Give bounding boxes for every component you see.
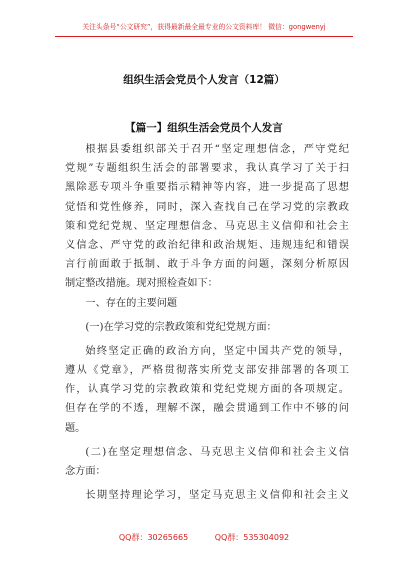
body-line: 黑除恶专项斗争重要指示精神等内容，进一步提高了思想 [65,182,349,194]
body-line: 题。 [65,422,86,434]
body-line: 根据县委组织部关于召开“坚定理想信念，严守党纪 [85,144,349,155]
document-body [65,140,349,505]
body-line: 始终坚定正确的政治方向，坚定中国共产党的领导， [85,345,349,357]
subheading-2: (二)在坚定理想信念、马克思主义信仰和社会主义信 [85,446,349,458]
body-line: 策和党纪党规、坚定理想信念、马克思主义信仰和社会主 [65,220,349,232]
heading-main-problems: 一、存在的主要问题 [85,297,178,309]
body-line: 觉悟和党性修养，同时，深入查找自己在学习党的宗教政 [65,201,349,213]
footer-qq-1: QQ群：30265665 [118,533,189,542]
body-line: 作，认真学习党的宗教政策和党纪党规方面的各项规定。 [65,384,349,396]
body-line: 党规”专题组织生活会的部署要求，我认真学习了关于扫 [65,163,349,175]
header-divider [55,36,353,37]
body-line: 制定整改措施。现对照检查如下： [65,278,218,290]
section-title: 【篇一】组织生活会党员个人发言 [125,122,283,134]
header-notice: 关注头条号“公文研究”，获得最新最全最专业的公文资料库！ 微信：gongwenyj [82,23,326,31]
document-title: 组织生活会党员个人发言（12篇） [123,74,285,86]
body-line: 但存在学的不透，理解不深，融会贯通到工作中不够的问 [65,403,349,415]
body-line: 义信念、严守党的政治纪律和政治规矩、违规违纪和错误 [65,239,349,251]
body-line: 遵从《党章》，严格贯彻落实所党支部安排部署的各项工 [65,365,349,377]
body-line: 长期坚持理论学习，坚定马克思主义信仰和社会主义 [85,490,349,502]
body-line: 言行前面敢于抵制、敢于斗争方面的问题，深刻分析原因 [65,259,349,271]
footer-qq-2: QQ群：535304092 [214,533,290,542]
footer-qq-groups [0,532,408,543]
subheading-1: (一)在学习党的宗教政策和党纪党规方面： [85,321,277,333]
subheading-2-cont: 念方面： [65,466,106,477]
